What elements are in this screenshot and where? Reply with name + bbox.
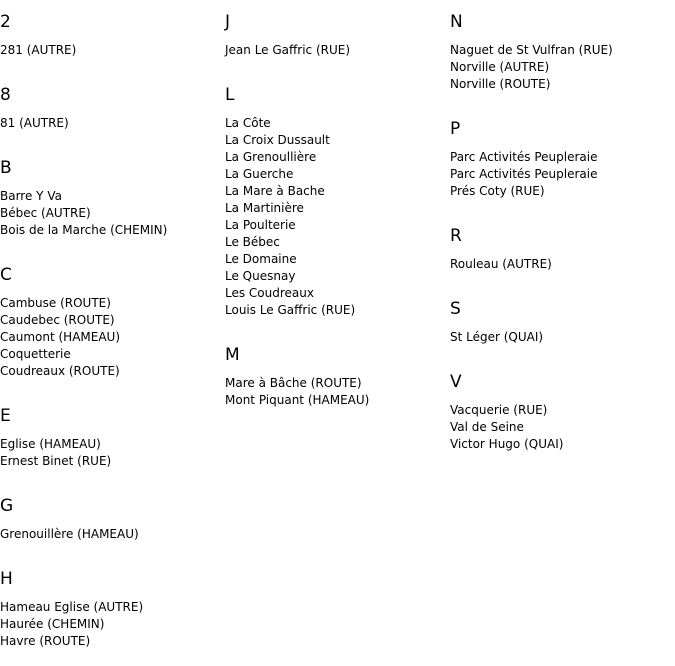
group-spacer (0, 380, 220, 394)
street-item[interactable]: Cambuse (ROUTE) (0, 296, 111, 310)
street-list (450, 42, 670, 93)
street-list (225, 42, 445, 59)
street-item[interactable]: Naguet de St Vulfran (RUE) (450, 43, 613, 57)
street-item[interactable]: Ernest Binet (RUE) (0, 454, 112, 468)
letter-group (225, 343, 445, 409)
group-spacer (0, 543, 220, 557)
group-spacer (225, 59, 445, 73)
street-item[interactable]: Bois de la Marche (CHEMIN) (0, 223, 168, 237)
street-item[interactable]: Bébec (AUTRE) (0, 206, 91, 220)
street-item[interactable]: La Guerche (225, 167, 294, 181)
group-spacer (225, 319, 445, 333)
letter-heading: C (0, 265, 12, 285)
letter-heading: S (450, 299, 461, 319)
street-list (0, 436, 220, 470)
letter-heading: 8 (0, 85, 11, 105)
letter-group (450, 370, 670, 453)
group-spacer (450, 346, 670, 360)
letter-group (450, 10, 670, 107)
letter-heading: R (450, 226, 462, 246)
street-item[interactable]: Prés Coty (RUE) (450, 184, 545, 198)
letter-group (0, 404, 220, 484)
letter-heading: E (0, 406, 11, 426)
street-item[interactable]: Louis Le Gaffric (RUE) (225, 303, 356, 317)
letter-group (0, 83, 220, 146)
street-item[interactable]: Le Quesnay (225, 269, 296, 283)
street-item[interactable]: Val de Seine (450, 420, 524, 434)
street-item[interactable]: Norville (AUTRE) (450, 60, 550, 74)
street-list (0, 295, 220, 380)
street-list (0, 526, 220, 543)
street-item[interactable]: Le Domaine (225, 252, 297, 266)
index-column-2 (225, 0, 445, 409)
street-item[interactable]: La Mare à Bache (225, 184, 325, 198)
street-list (225, 115, 445, 319)
street-item[interactable]: St Léger (QUAI) (450, 330, 544, 344)
street-item[interactable]: Le Bébec (225, 235, 280, 249)
group-spacer (0, 59, 220, 73)
street-item[interactable]: Mont Piquant (HAMEAU) (225, 393, 370, 407)
letter-group (0, 263, 220, 394)
group-spacer (450, 93, 670, 107)
group-spacer (0, 239, 220, 253)
street-item[interactable]: La Croix Dussault (225, 133, 330, 147)
letter-heading: 2 (0, 12, 11, 32)
index-column-1 (0, 0, 220, 650)
letter-group (0, 567, 220, 650)
street-list (0, 188, 220, 239)
letter-group (450, 117, 670, 214)
street-list (0, 115, 220, 132)
street-item[interactable]: Caudebec (ROUTE) (0, 313, 115, 327)
street-item[interactable]: La Martinière (225, 201, 304, 215)
street-item[interactable]: La Côte (225, 116, 271, 130)
street-item[interactable]: 81 (AUTRE) (0, 116, 69, 130)
street-item[interactable]: Parc Activités Peupleraie (450, 150, 598, 164)
letter-heading: M (225, 345, 240, 365)
letter-heading: J (225, 12, 231, 32)
street-item[interactable]: Rouleau (AUTRE) (450, 257, 552, 271)
street-item[interactable]: Vacquerie (RUE) (450, 403, 548, 417)
group-spacer (0, 470, 220, 484)
street-item[interactable]: Parc Activités Peupleraie (450, 167, 598, 181)
index-column-3 (450, 0, 670, 453)
street-list (450, 329, 670, 346)
street-item[interactable]: Barre Y Va (0, 189, 62, 203)
street-list (450, 402, 670, 453)
letter-heading: N (450, 12, 463, 32)
letter-heading: P (450, 119, 461, 139)
group-spacer (0, 132, 220, 146)
street-item[interactable]: 281 (AUTRE) (0, 43, 77, 57)
letter-heading: V (450, 372, 462, 392)
street-item[interactable]: Caumont (HAMEAU) (0, 330, 121, 344)
street-item[interactable]: Haurée (CHEMIN) (0, 617, 105, 631)
street-item[interactable]: Norville (ROUTE) (450, 77, 551, 91)
street-item[interactable]: Coquetterie (0, 347, 71, 361)
street-item[interactable]: Eglise (HAMEAU) (0, 437, 101, 451)
street-list (450, 256, 670, 273)
letter-group (0, 10, 220, 73)
street-item[interactable]: Mare à Bâche (ROUTE) (225, 376, 362, 390)
letter-heading: B (0, 158, 12, 178)
street-item[interactable]: Les Coudreaux (225, 286, 314, 300)
letter-group (450, 297, 670, 360)
street-item[interactable]: La Grenoullière (225, 150, 317, 164)
letter-heading: G (0, 496, 14, 516)
group-spacer (450, 273, 670, 287)
street-list (0, 599, 220, 650)
street-item[interactable]: Hameau Eglise (AUTRE) (0, 600, 144, 614)
street-item[interactable]: Havre (ROUTE) (0, 634, 91, 648)
letter-group (225, 10, 445, 73)
street-list (450, 149, 670, 200)
letter-group (0, 156, 220, 253)
street-list (225, 375, 445, 409)
street-item[interactable]: Jean Le Gaffric (RUE) (225, 43, 351, 57)
street-item[interactable]: Victor Hugo (QUAI) (450, 437, 564, 451)
group-spacer (450, 200, 670, 214)
street-item[interactable]: La Poulterie (225, 218, 296, 232)
street-item[interactable]: Grenouillère (HAMEAU) (0, 527, 139, 541)
street-list (0, 42, 220, 59)
street-item[interactable]: Coudreaux (ROUTE) (0, 364, 120, 378)
letter-group (0, 494, 220, 557)
letter-group (450, 224, 670, 287)
letter-heading: H (0, 569, 13, 589)
letter-group (225, 83, 445, 333)
letter-heading: L (225, 85, 235, 105)
